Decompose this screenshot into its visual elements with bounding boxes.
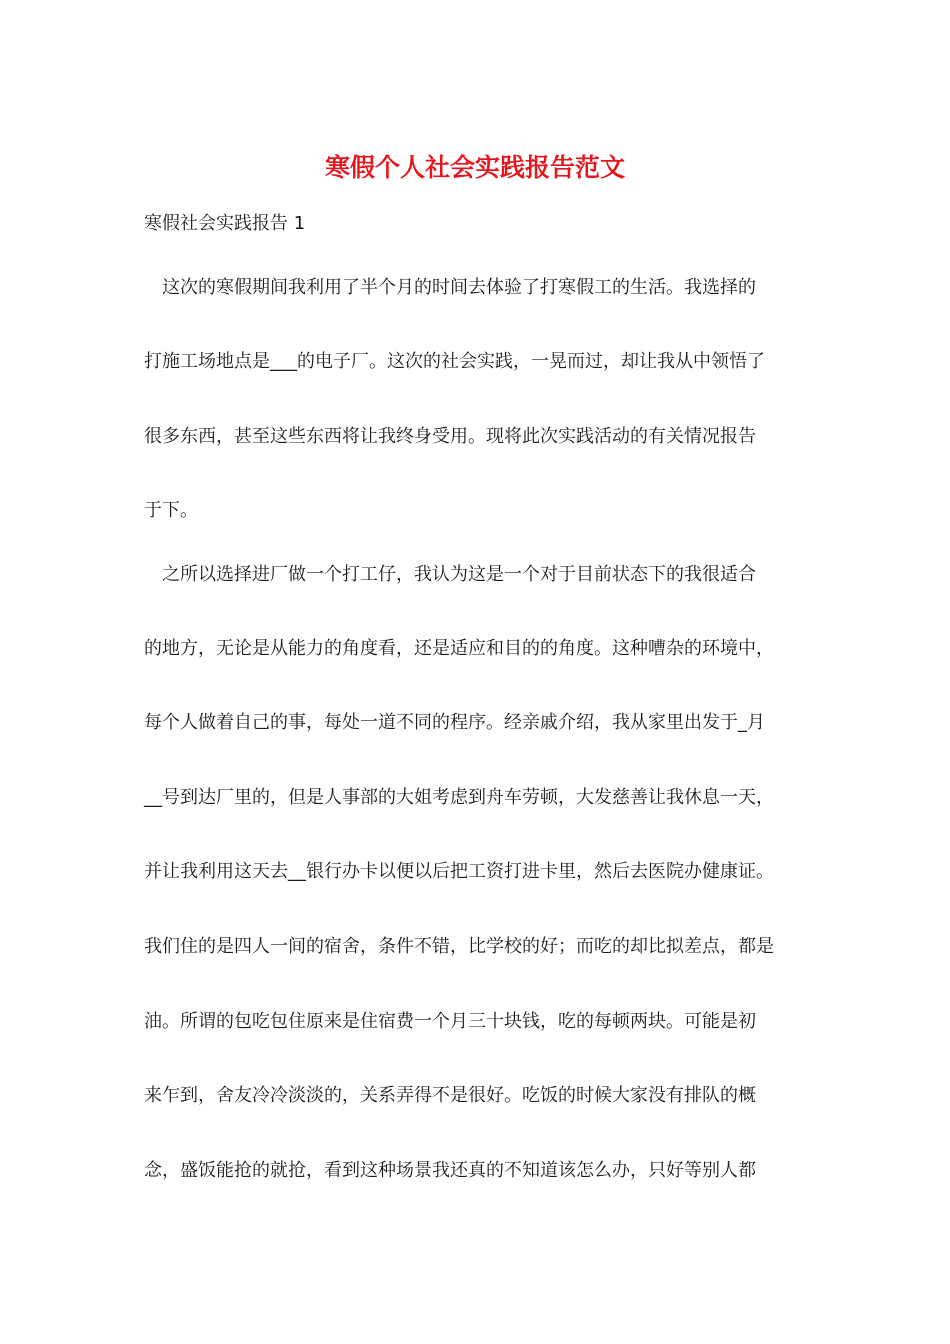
document-title: 寒假个人社会实践报告范文 [324,153,625,182]
body-line: 打施工场地点是___的电子厂。这次的社会实践，一晃而过，却让我从中领悟了 [144,351,765,372]
body-line: 每个人做着自己的事，每处一道不同的程序。经亲戚介绍，我从家里出发于_月 [144,712,765,733]
body-line: 油。所谓的包吃包住原来是住宿费一个月三十块钱，吃的每顿两块。可能是初 [144,1011,756,1032]
body-line: 的地方，无论是从能力的角度看，还是适应和目的的角度。这种嘈杂的环境中， [144,638,774,659]
body-line: 来乍到，舍友冷冷淡淡的，关系弄得不是很好。吃饭的时候大家没有排队的概 [144,1085,756,1106]
body-line: __号到达厂里的，但是人事部的大姐考虑到舟车劳顿，大发慈善让我休息一天， [144,787,774,808]
body-line: 我们住的是四人一间的宿舍，条件不错，比学校的好；而吃的却比拟差点，都是 [144,936,774,957]
body-line: 很多东西，甚至这些东西将让我终身受用。现将此次实践活动的有关情况报告 [144,426,756,447]
body-line: 念，盛饭能抢的就抢，看到这种场景我还真的不知道该怎么办，只好等别人都 [144,1160,756,1181]
body-line: 于下。 [144,500,198,521]
body-line: 并让我利用这天去__银行办卡以便以后把工资打进卡里，然后去医院办健康证。 [144,861,774,882]
body-line: 之所以选择进厂做一个打工仔，我认为这是一个对于目前状态下的我很适合 [144,564,756,585]
section-heading: 寒假社会实践报告 1 [144,213,306,234]
body-line: 这次的寒假期间我利用了半个月的时间去体验了打寒假工的生活。我选择的 [144,277,756,298]
